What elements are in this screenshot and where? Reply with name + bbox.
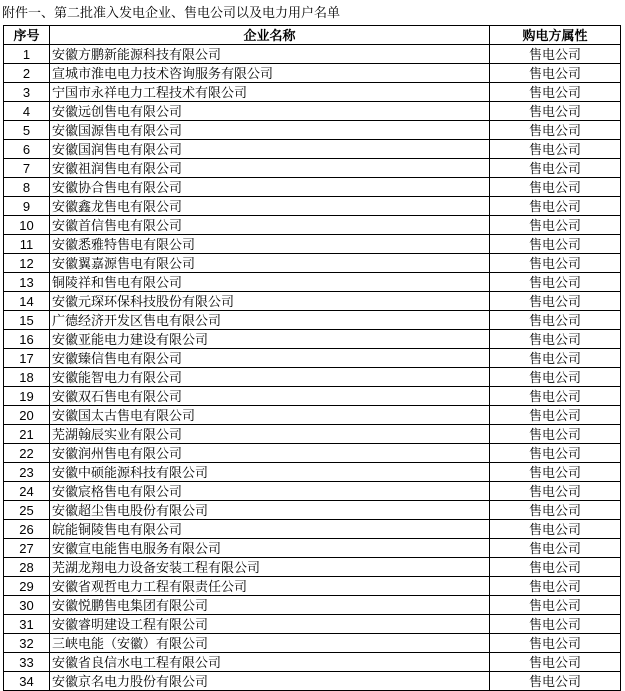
cell-index: 34 [4, 672, 50, 691]
cell-company-name: 安徽协合售电有限公司 [50, 178, 490, 197]
cell-index: 13 [4, 273, 50, 292]
cell-attribute: 售电公司 [490, 672, 621, 691]
cell-index: 12 [4, 254, 50, 273]
table-row [4, 102, 621, 121]
cell-index: 7 [4, 159, 50, 178]
cell-attribute: 售电公司 [490, 83, 621, 102]
table-row [4, 311, 621, 330]
cell-attribute: 售电公司 [490, 634, 621, 653]
cell-company-name: 芜湖龙翔电力设备安装工程有限公司 [50, 558, 490, 577]
table-row [4, 178, 621, 197]
cell-index: 21 [4, 425, 50, 444]
cell-index: 15 [4, 311, 50, 330]
cell-company-name: 安徽翼嘉源售电有限公司 [50, 254, 490, 273]
cell-company-name: 安徽京名电力股份有限公司 [50, 672, 490, 691]
table-row [4, 292, 621, 311]
table-row [4, 349, 621, 368]
cell-index: 8 [4, 178, 50, 197]
cell-index: 3 [4, 83, 50, 102]
cell-company-name: 安徽国源售电有限公司 [50, 121, 490, 140]
cell-company-name: 铜陵祥和售电有限公司 [50, 273, 490, 292]
cell-company-name: 三峡电能（安徽）有限公司 [50, 634, 490, 653]
cell-attribute: 售电公司 [490, 159, 621, 178]
cell-index: 10 [4, 216, 50, 235]
cell-attribute: 售电公司 [490, 444, 621, 463]
cell-company-name: 宣城市淮电电力技术咨询服务有限公司 [50, 64, 490, 83]
cell-company-name: 安徽国润售电有限公司 [50, 140, 490, 159]
table-row [4, 216, 621, 235]
table-row [4, 539, 621, 558]
cell-company-name: 安徽亚能电力建设有限公司 [50, 330, 490, 349]
cell-attribute: 售电公司 [490, 501, 621, 520]
cell-index: 27 [4, 539, 50, 558]
cell-attribute: 售电公司 [490, 178, 621, 197]
cell-company-name: 安徽省观哲电力工程有限责任公司 [50, 577, 490, 596]
company-listing-table [3, 25, 621, 691]
cell-index: 32 [4, 634, 50, 653]
table-row [4, 64, 621, 83]
cell-index: 6 [4, 140, 50, 159]
cell-attribute: 售电公司 [490, 330, 621, 349]
cell-attribute: 售电公司 [490, 64, 621, 83]
table-row [4, 273, 621, 292]
cell-index: 22 [4, 444, 50, 463]
cell-attribute: 售电公司 [490, 463, 621, 482]
cell-company-name: 安徽中硕能源科技有限公司 [50, 463, 490, 482]
cell-attribute: 售电公司 [490, 273, 621, 292]
cell-attribute: 售电公司 [490, 520, 621, 539]
table-row [4, 121, 621, 140]
table-row [4, 672, 621, 691]
cell-company-name: 安徽悉雅特售电有限公司 [50, 235, 490, 254]
cell-index: 26 [4, 520, 50, 539]
cell-attribute: 售电公司 [490, 368, 621, 387]
table-row [4, 558, 621, 577]
cell-attribute: 售电公司 [490, 216, 621, 235]
cell-index: 11 [4, 235, 50, 254]
cell-attribute: 售电公司 [490, 482, 621, 501]
cell-attribute: 售电公司 [490, 425, 621, 444]
table-row [4, 501, 621, 520]
cell-attribute: 售电公司 [490, 596, 621, 615]
cell-index: 24 [4, 482, 50, 501]
cell-index: 9 [4, 197, 50, 216]
table-row [4, 444, 621, 463]
column-header-attribute: 购电方属性 [490, 26, 621, 45]
page-title: 附件一、第二批准入发电企业、售电公司以及电力用户名单 [2, 5, 341, 20]
cell-index: 33 [4, 653, 50, 672]
cell-index: 28 [4, 558, 50, 577]
table-row [4, 425, 621, 444]
cell-attribute: 售电公司 [490, 235, 621, 254]
cell-company-name: 安徽润州售电有限公司 [50, 444, 490, 463]
cell-attribute: 售电公司 [490, 140, 621, 159]
cell-attribute: 售电公司 [490, 197, 621, 216]
cell-company-name: 安徽双石售电有限公司 [50, 387, 490, 406]
cell-index: 23 [4, 463, 50, 482]
table-row [4, 235, 621, 254]
column-header-name: 企业名称 [50, 26, 490, 45]
cell-company-name: 安徽宸格售电有限公司 [50, 482, 490, 501]
cell-attribute: 售电公司 [490, 577, 621, 596]
cell-company-name: 安徽省良信水电工程有限公司 [50, 653, 490, 672]
cell-attribute: 售电公司 [490, 292, 621, 311]
cell-company-name: 安徽臻信售电有限公司 [50, 349, 490, 368]
cell-company-name: 安徽睿明建设工程有限公司 [50, 615, 490, 634]
cell-attribute: 售电公司 [490, 121, 621, 140]
cell-attribute: 售电公司 [490, 349, 621, 368]
cell-company-name: 皖能铜陵售电有限公司 [50, 520, 490, 539]
cell-index: 5 [4, 121, 50, 140]
cell-attribute: 售电公司 [490, 558, 621, 577]
cell-attribute: 售电公司 [490, 539, 621, 558]
cell-attribute: 售电公司 [490, 102, 621, 121]
table-row [4, 254, 621, 273]
cell-company-name: 安徽方鹏新能源科技有限公司 [50, 45, 490, 64]
cell-attribute: 售电公司 [490, 311, 621, 330]
table-row [4, 140, 621, 159]
table-row [4, 83, 621, 102]
column-header-index: 序号 [4, 26, 50, 45]
table-row [4, 596, 621, 615]
cell-attribute: 售电公司 [490, 406, 621, 425]
cell-company-name: 芜湖翰辰实业有限公司 [50, 425, 490, 444]
table-header-row [4, 26, 621, 45]
table-row [4, 653, 621, 672]
table-row [4, 368, 621, 387]
table-row [4, 387, 621, 406]
cell-index: 20 [4, 406, 50, 425]
cell-index: 31 [4, 615, 50, 634]
cell-company-name: 安徽能智电力有限公司 [50, 368, 490, 387]
table-body [4, 45, 621, 691]
cell-attribute: 售电公司 [490, 653, 621, 672]
table-row [4, 520, 621, 539]
table-row [4, 634, 621, 653]
cell-index: 25 [4, 501, 50, 520]
cell-index: 16 [4, 330, 50, 349]
cell-attribute: 售电公司 [490, 615, 621, 634]
table-row [4, 482, 621, 501]
cell-company-name: 宁国市永祥电力工程技术有限公司 [50, 83, 490, 102]
cell-company-name: 安徽祖润售电有限公司 [50, 159, 490, 178]
cell-company-name: 安徽首信售电有限公司 [50, 216, 490, 235]
table-row [4, 577, 621, 596]
cell-index: 30 [4, 596, 50, 615]
table-row [4, 159, 621, 178]
cell-index: 4 [4, 102, 50, 121]
cell-attribute: 售电公司 [490, 387, 621, 406]
cell-company-name: 安徽悦鹏售电集团有限公司 [50, 596, 490, 615]
cell-index: 17 [4, 349, 50, 368]
cell-company-name: 安徽宣电能售电服务有限公司 [50, 539, 490, 558]
table-row [4, 406, 621, 425]
cell-attribute: 售电公司 [490, 254, 621, 273]
cell-company-name: 安徽鑫龙售电有限公司 [50, 197, 490, 216]
cell-index: 18 [4, 368, 50, 387]
cell-index: 19 [4, 387, 50, 406]
cell-company-name: 安徽远创售电有限公司 [50, 102, 490, 121]
table-row [4, 463, 621, 482]
cell-attribute: 售电公司 [490, 45, 621, 64]
cell-company-name: 安徽元琛环保科技股份有限公司 [50, 292, 490, 311]
cell-index: 1 [4, 45, 50, 64]
table-row [4, 45, 621, 64]
cell-index: 29 [4, 577, 50, 596]
cell-index: 2 [4, 64, 50, 83]
cell-company-name: 安徽国太古售电有限公司 [50, 406, 490, 425]
table-row [4, 615, 621, 634]
cell-company-name: 安徽超尘售电股份有限公司 [50, 501, 490, 520]
cell-index: 14 [4, 292, 50, 311]
table-row [4, 197, 621, 216]
cell-company-name: 广德经济开发区售电有限公司 [50, 311, 490, 330]
table-row [4, 330, 621, 349]
